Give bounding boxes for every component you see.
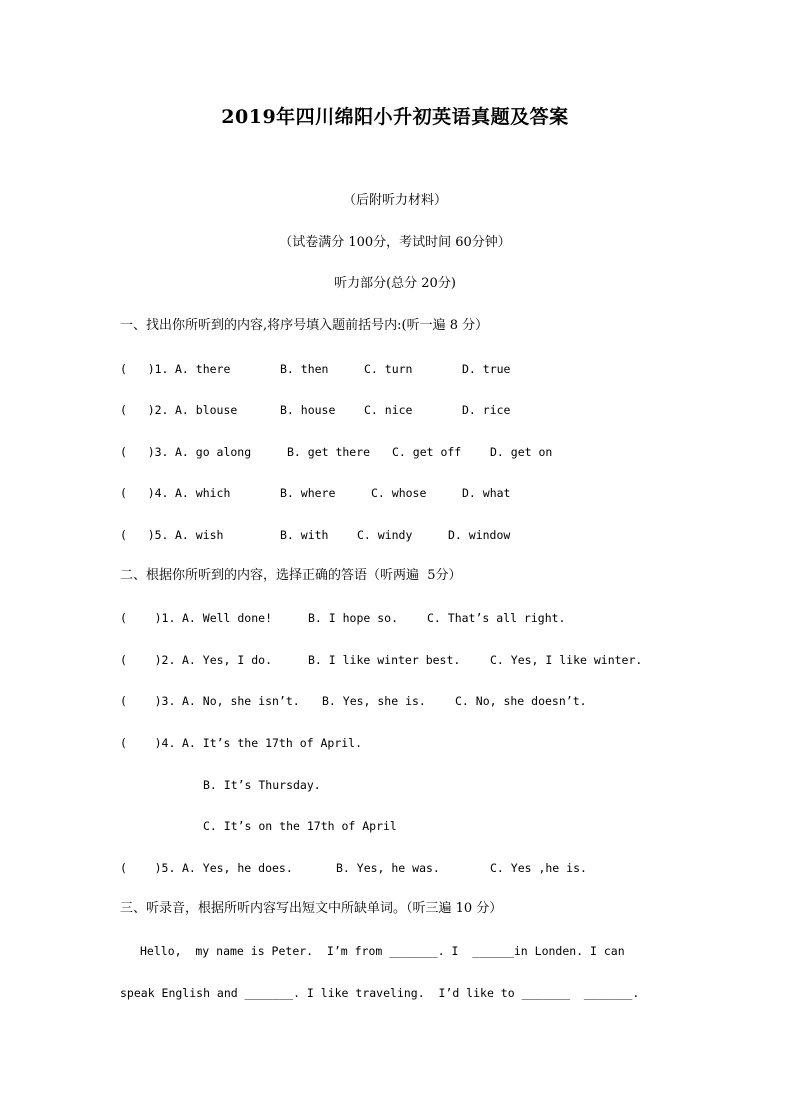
passage-line-2: speak English and _______. I like traveling. I’d like to _______ _______.: [120, 986, 640, 1000]
option-a: A. which: [175, 486, 231, 500]
option-c: C. It’s on the 17th of April: [203, 819, 397, 833]
option-b: B. I like winter best.: [308, 653, 461, 667]
question-number: ( )4.: [120, 486, 169, 500]
option-c: C. windy: [357, 528, 413, 542]
option-a: A. No, she isn’t.: [182, 694, 300, 708]
section3-heading: 三、听录音，根据所听内容写出短文中所缺单词。（听三遍 10 分）: [120, 901, 503, 916]
option-b: B. then: [280, 362, 329, 376]
passage-line-1: Hello, my name is Peter. I’m from _______. I ______in Londen. I can: [140, 944, 625, 958]
note-exam-info: （试卷满分 100分，考试时间 60分钟）: [279, 235, 511, 250]
option-c: C. whose: [371, 486, 427, 500]
listening-part-header: 听力部分(总分 20分): [334, 276, 456, 291]
option-b: B. I hope so.: [308, 611, 399, 625]
question-number: ( )1.: [120, 611, 176, 625]
option-d: D. window: [448, 528, 511, 542]
option-a: A. Yes, I do.: [182, 653, 273, 667]
option-a: A. Yes, he does.: [182, 861, 293, 875]
option-c: C. turn: [364, 362, 413, 376]
option-d: D. rice: [462, 403, 511, 417]
option-b: B. It’s Thursday.: [203, 778, 321, 792]
option-c: C. No, she doesn’t.: [455, 694, 587, 708]
option-a: A. go along: [175, 445, 252, 459]
option-a: A. there: [175, 362, 231, 376]
option-a: A. blouse: [175, 403, 238, 417]
option-d: D. true: [462, 362, 511, 376]
option-a: A. It’s the 17th of April.: [182, 736, 363, 750]
question-number: ( )5.: [120, 528, 169, 542]
section1-heading: 一、找出你所听到的内容,将序号填入题前括号内:(听一遍 8 分）: [120, 318, 489, 333]
option-d: D. what: [462, 486, 511, 500]
option-c: C. That’s all right.: [427, 611, 566, 625]
question-number: ( )3.: [120, 445, 169, 459]
question-number: ( )4.: [120, 736, 176, 750]
option-b: B. where: [280, 486, 336, 500]
page-title: 2019年四川绵阳小升初英语真题及答案: [221, 106, 569, 128]
question-number: ( )3.: [120, 694, 176, 708]
option-b: B. Yes, he was.: [336, 861, 440, 875]
option-d: D. get on: [490, 445, 553, 459]
question-number: ( )5.: [120, 861, 176, 875]
option-c: C. Yes, I like winter.: [490, 653, 643, 667]
note-listening-material: （后附听力材料）: [342, 193, 447, 208]
option-c: C. get off: [392, 445, 462, 459]
option-a: A. Well done!: [182, 611, 273, 625]
question-number: ( )1.: [120, 362, 169, 376]
option-c: C. Yes ,he is.: [490, 861, 587, 875]
question-number: ( )2.: [120, 403, 169, 417]
option-b: B. house: [280, 403, 336, 417]
option-c: C. nice: [364, 403, 413, 417]
option-b: B. with: [280, 528, 329, 542]
option-b: B. Yes, she is.: [322, 694, 426, 708]
question-number: ( )2.: [120, 653, 176, 667]
option-b: B. get there: [287, 445, 371, 459]
section2-heading: 二、根据你所听到的内容，选择正确的答语（听两遍 5分）: [120, 568, 462, 583]
option-a: A. wish: [175, 528, 224, 542]
